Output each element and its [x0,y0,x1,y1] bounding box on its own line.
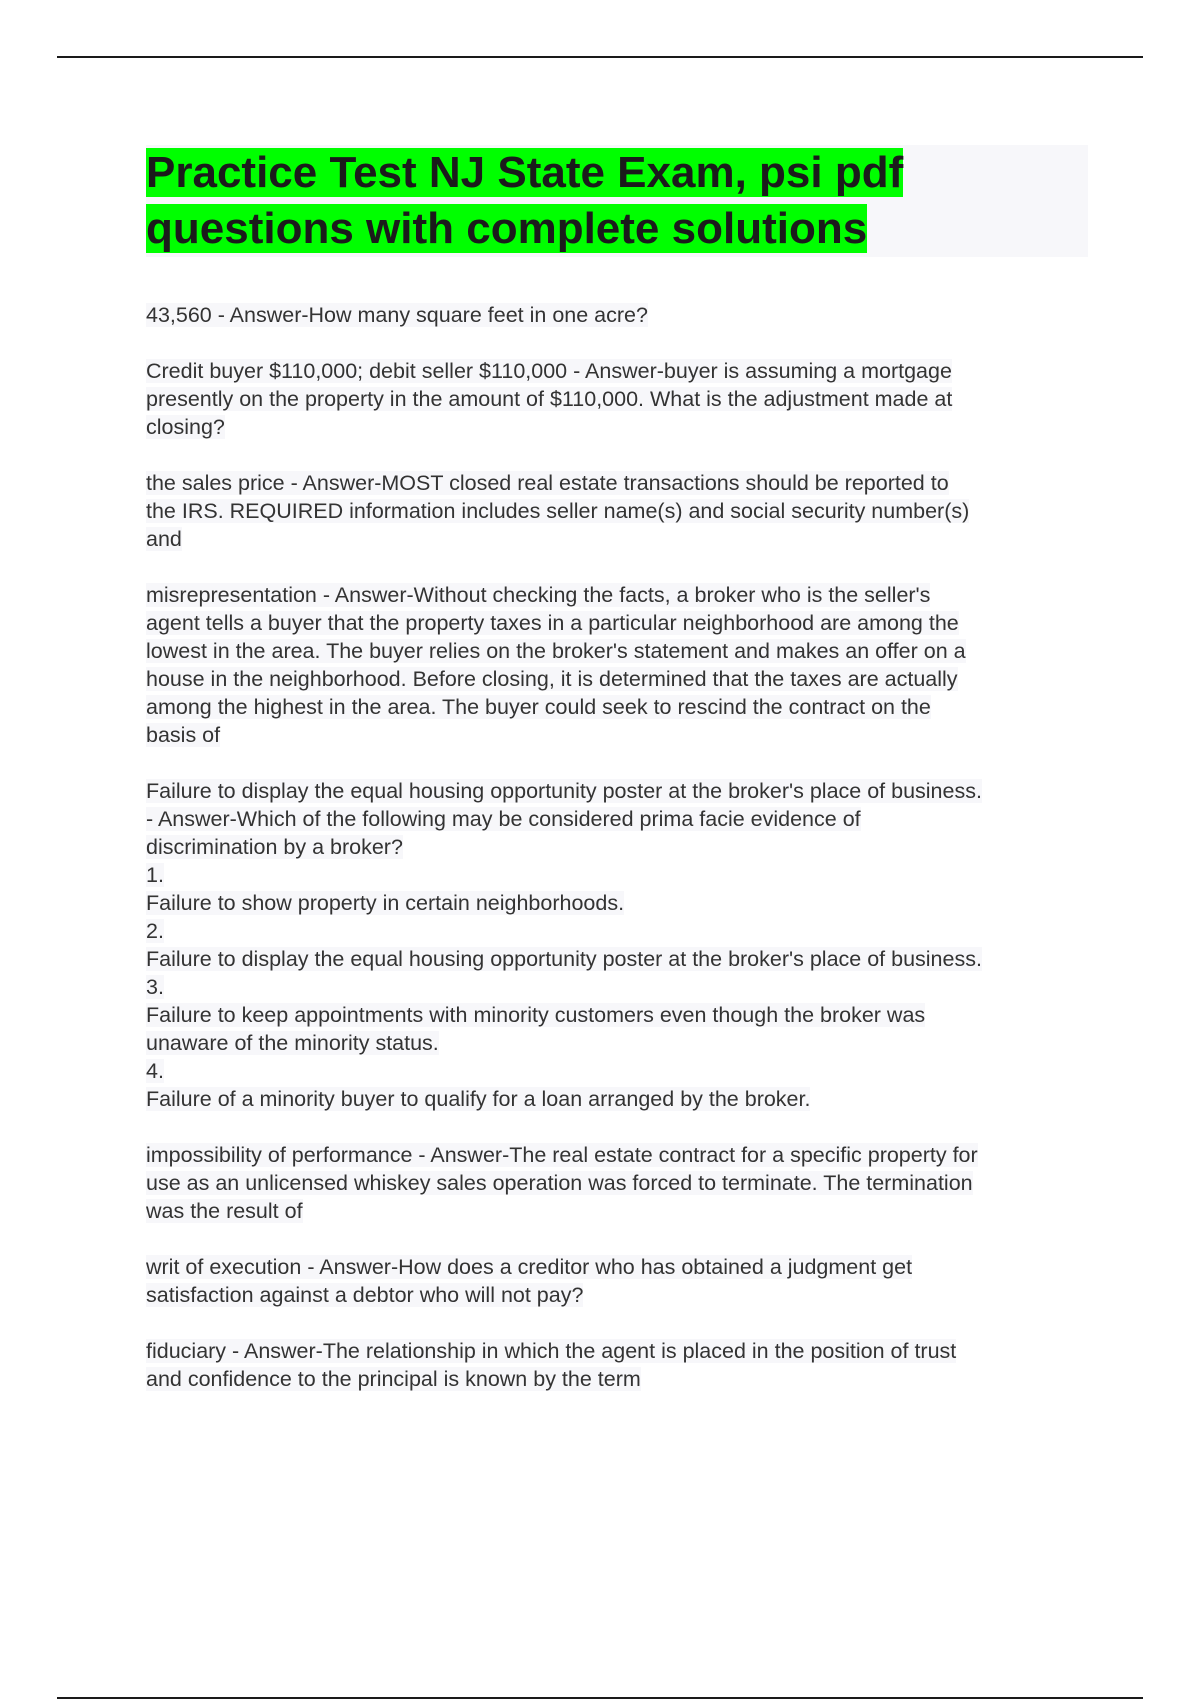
qa-line [146,1281,1088,1309]
qa-line [146,581,1088,609]
qa-line-text: was the result of [146,1199,303,1223]
document-body [146,145,1088,1421]
qa-item [146,581,1088,749]
qa-line-text: misrepresentation - Answer-Without checking the facts, a broker who is the seller's [146,583,931,607]
qa-line [146,1085,1088,1113]
qa-line-text: 1. [146,863,164,887]
qa-line-text: lowest in the area. The buyer relies on the broker's statement and makes an offer on a [146,639,966,663]
qa-line [146,413,1088,441]
qa-line-text: 43,560 - Answer-How many square feet in one acre? [146,303,648,327]
qa-line-text: closing? [146,415,225,439]
qa-line [146,1337,1088,1365]
qa-line-text: discrimination by a broker? [146,835,403,859]
qa-line [146,1001,1088,1029]
qa-line-text: house in the neighborhood. Before closing, it is determined that the taxes are actually [146,667,958,691]
qa-line-text: 2. [146,919,164,943]
qa-line [146,777,1088,805]
qa-line-text: presently on the property in the amount of $110,000. What is the adjustment made at [146,387,953,411]
qa-line [146,861,1088,889]
qa-line-text: impossibility of performance - Answer-The real estate contract for a specific property for [146,1143,978,1167]
qa-line [146,945,1088,973]
qa-line [146,917,1088,945]
qa-line [146,1169,1088,1197]
qa-line [146,301,1088,329]
qa-line-text: the IRS. REQUIRED information includes seller name(s) and social security number(s) [146,499,970,523]
qa-line [146,973,1088,1001]
qa-line [146,525,1088,553]
qa-line-text: and confidence to the principal is known by the term [146,1367,641,1391]
qa-line [146,637,1088,665]
qa-line-text: Credit buyer $110,000; debit seller $110,000 - Answer-buyer is assuming a mortgage [146,359,952,383]
qa-line-text: fiduciary - Answer-The relationship in which the agent is placed in the position of trust [146,1339,957,1363]
qa-line-text: use as an unlicensed whiskey sales operation was forced to terminate. The termination [146,1171,973,1195]
document-title [146,145,1088,257]
qa-line [146,721,1088,749]
qa-line [146,1365,1088,1393]
qa-line-text: Failure to display the equal housing opportunity poster at the broker's place of business. [146,779,982,803]
qa-line-text: Failure to show property in certain neighborhoods. [146,891,625,915]
qa-line [146,833,1088,861]
qa-line [146,1197,1088,1225]
qa-item [146,1141,1088,1225]
qa-item [146,469,1088,553]
qa-item [146,1253,1088,1309]
qa-line [146,357,1088,385]
qa-item [146,1337,1088,1393]
footer-rule [57,1697,1143,1699]
qa-line-text: satisfaction against a debtor who will not pay? [146,1283,584,1307]
title-block [146,145,1088,257]
qa-line [146,1057,1088,1085]
qa-line-text: 4. [146,1059,164,1083]
qa-list [146,301,1088,1393]
qa-line [146,805,1088,833]
header-rule [57,56,1143,58]
qa-line [146,385,1088,413]
qa-line-text: agent tells a buyer that the property taxes in a particular neighborhood are among the [146,611,959,635]
title-line-1: Practice Test NJ State Exam, psi pdf [146,148,904,197]
qa-line [146,1141,1088,1169]
qa-line-text: Failure to display the equal housing opportunity poster at the broker's place of business. [146,947,982,971]
qa-line-text: - Answer-Which of the following may be considered prima facie evidence of [146,807,861,831]
qa-item [146,301,1088,329]
qa-line-text: the sales price - Answer-MOST closed real estate transactions should be reported to [146,471,949,495]
qa-line-text: among the highest in the area. The buyer could seek to rescind the contract on the [146,695,931,719]
qa-line [146,889,1088,917]
qa-item [146,357,1088,441]
qa-line [146,1029,1088,1057]
qa-line [146,1253,1088,1281]
qa-line [146,693,1088,721]
qa-line-text: Failure of a minority buyer to qualify for a loan arranged by the broker. [146,1087,811,1111]
qa-item [146,777,1088,1113]
title-line-2: questions with complete solutions [146,204,868,253]
qa-line-text: unaware of the minority status. [146,1031,439,1055]
qa-line-text: writ of execution - Answer-How does a creditor who has obtained a judgment get [146,1255,913,1279]
qa-line [146,665,1088,693]
qa-line [146,497,1088,525]
qa-line [146,609,1088,637]
qa-line-text: Failure to keep appointments with minority customers even though the broker was [146,1003,926,1027]
qa-line-text: 3. [146,975,164,999]
qa-line [146,469,1088,497]
qa-line-text: and [146,527,182,551]
qa-line-text: basis of [146,723,221,747]
